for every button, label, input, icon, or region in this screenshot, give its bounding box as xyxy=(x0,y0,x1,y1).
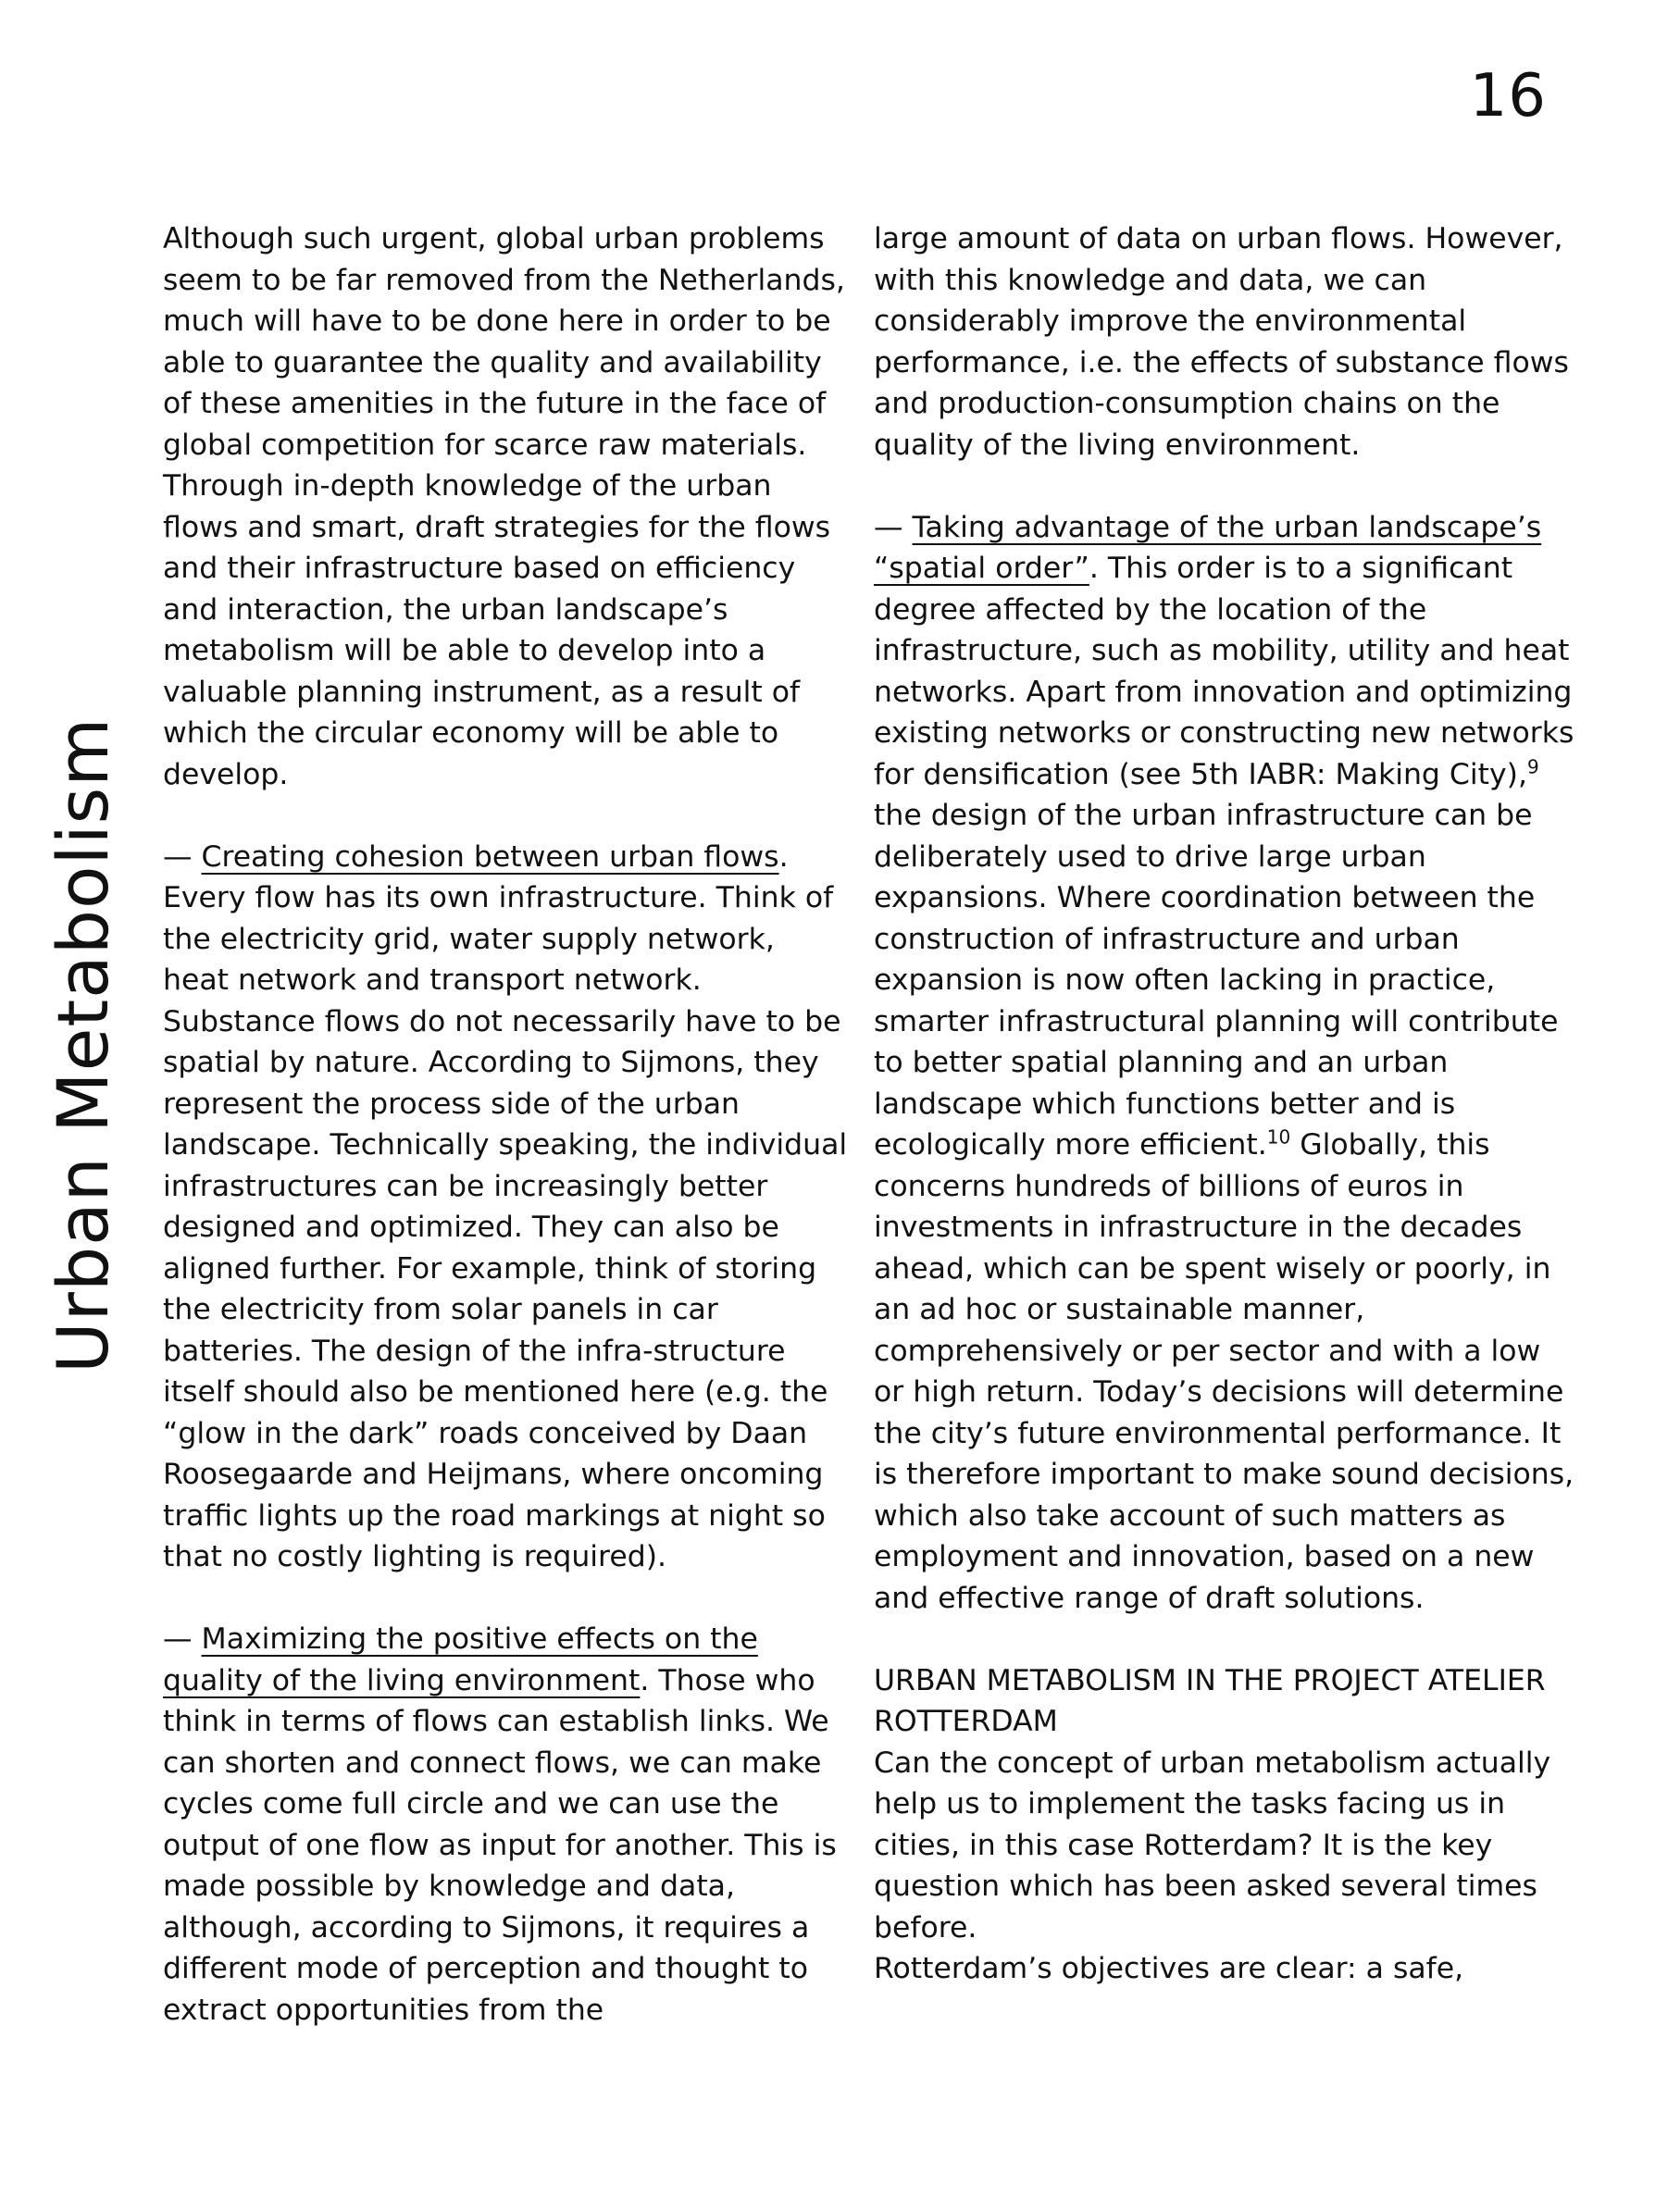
point-living-environment-text: . Those who think in terms of flows can establish links. We can shorten and connect flows, we can make cycles come full circle and we can use the output of one flow as input for another. This is made possible by knowledge and data, although, according to Sijmons, it requires a different mode of perception and thought to extract opportunities from the xyxy=(163,1663,837,2027)
right-column xyxy=(874,218,1577,1990)
point-spatial-order-text-a: . This order is to a significant degree affected by the location of the infrastructure, such as mobility, utility and heat networks. Apart from innovation and optimizing existing networks or constructing new networks for densification (see 5th IABR: Making City), xyxy=(874,552,1574,791)
footnote-ref-10: 10 xyxy=(1266,1125,1291,1149)
dash: — xyxy=(163,839,202,874)
point-spatial-order-text-c: Globally, this concerns hundreds of billions of euros in investments in infrastructure in the decades ahead, which can be spent wisely or poorly, in an ad hoc or sustainable manner, comprehensively or per sector and with a low or high return. Today’s decisions will determine the city’s future environmental performance. It is therefore important to make sound decisions, which also take account of such matters as employment and innovation, based on a new and effective range of draft solutions. xyxy=(874,1128,1574,1615)
continuation-paragraph: large amount of data on urban flows. However, with this knowledge and data, we can considerably improve the environmental performance, i.e. the effects of substance flows and production-consumption chains on the quality of the living environment. xyxy=(874,222,1569,462)
point-cohesion-title: Creating cohesion between urban flows xyxy=(201,839,779,874)
section-paragraph-2: Rotterdam’s objectives are clear: a safe, xyxy=(874,1952,1464,1985)
point-living-environment-title: Maximizing the positive effects on the quality of the living environment xyxy=(163,1622,758,1697)
point-spatial-order-text-b: the design of the urban infrastructure can be deliberately used to drive large urban expansions. Where coordination between the construction of infrastructure and urban expansion is now often lacking in practice, smarter infrastructural planning will contribute to better spatial planning and an urban landscape which functions better and is ecologically more efficient. xyxy=(874,799,1559,1162)
point-spatial-order-title: Taking advantage of the urban landscape’s “spatial order” xyxy=(874,510,1542,585)
point-cohesion-text: . Every flow has its own infrastructure. Think of the electricity grid, water supply network, heat network and transport network. Substance flows do not necessarily have to be spatial by nature. According to Sijmons, they represent the process side of the urban landscape. Technically speaking, the individual infrastructures can be increasingly better designed and optimized. They can also be aligned further. For example, think of storing the electricity from solar panels in car batteries. The design of the infra-structure itself should also be mentioned here (e.g. the “glow in the dark” roads conceived by Daan Roosegaarde and Heijmans, where oncoming traffic lights up the road markings at night so that no costly lighting is required). xyxy=(163,839,848,1573)
dash: — xyxy=(874,510,913,544)
intro-paragraph: Although such urgent, global urban problems seem to be far removed from the Netherlands, much will have to be done here in order to be able to guarantee the quality and availability of these amenities in the future in the face of global competition for scarce raw materials. Through in-depth knowledge of the urban flows and smart, draft strategies for the flows and their infrastructure based on efficiency and interaction, the urban landscape’s metabolism will be able to develop into a valuable planning instrument, as a result of which the circular economy will be able to develop. xyxy=(163,222,845,791)
dash: — xyxy=(163,1622,202,1656)
point-cohesion-paragraph xyxy=(163,837,848,1578)
side-title: Urban Metabolism xyxy=(42,716,124,1373)
section-paragraph-1: Can the concept of urban metabolism actually help us to implement the tasks facing us in cities, in this case Rotterdam? It is the key question which has been asked several times before. xyxy=(874,1746,1551,1945)
footnote-ref-9: 9 xyxy=(1526,755,1539,777)
point-spatial-order-paragraph xyxy=(874,507,1577,1620)
point-living-environment-paragraph xyxy=(163,1619,848,2031)
section-heading: URBAN METABOLISM IN THE PROJECT ATELIER ROTTERDAM xyxy=(874,1663,1546,1738)
page-number: 16 xyxy=(1469,62,1547,130)
left-column xyxy=(163,218,848,2031)
